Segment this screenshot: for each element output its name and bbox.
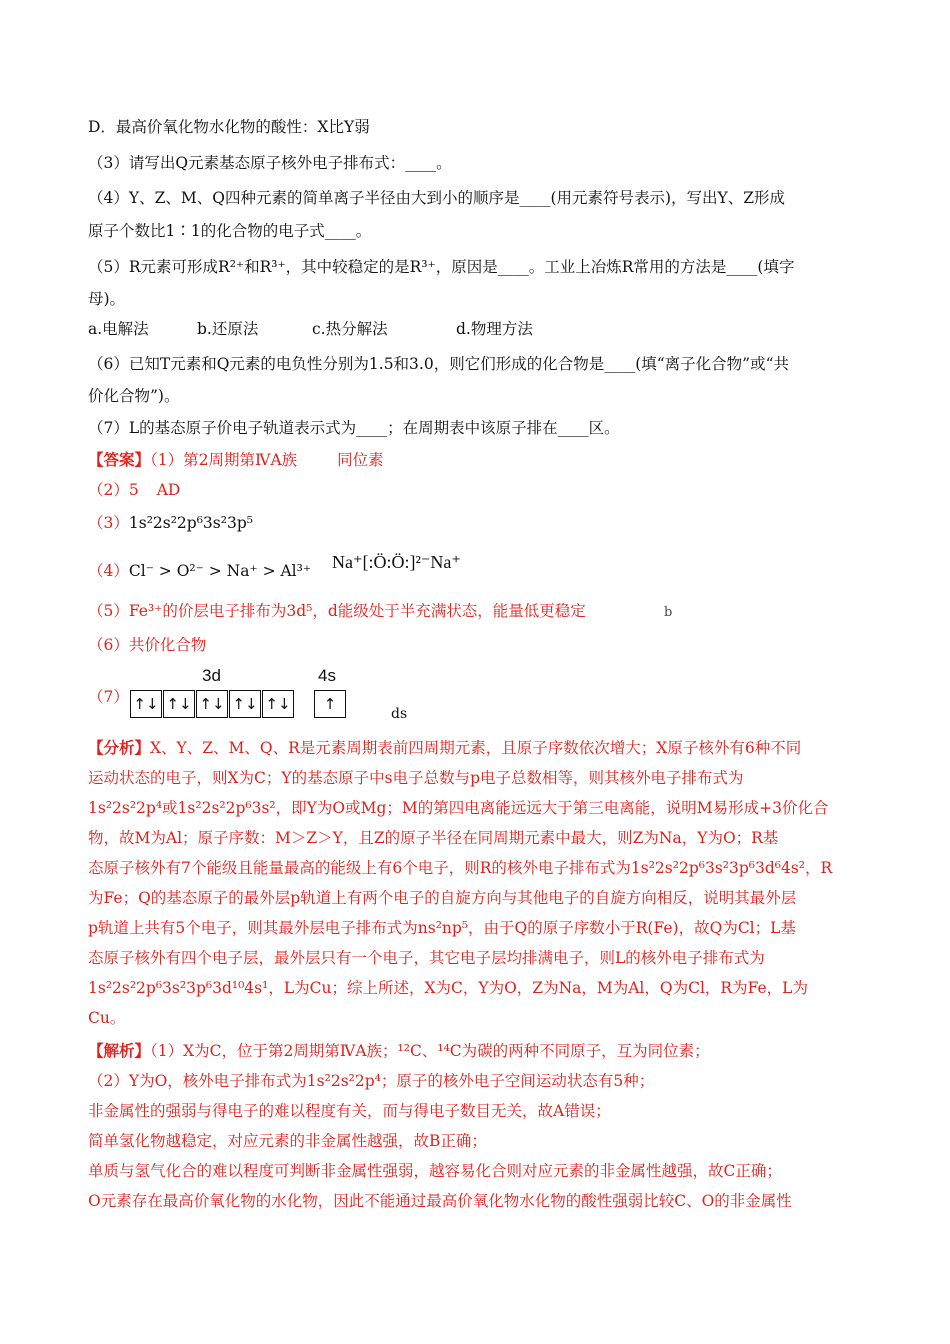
analysis-tag: 【分析】 bbox=[88, 738, 151, 757]
analysis-line-7: p轨道上共有5个电子，则其最外层电子排布式为ns²np⁵，由于Q的原子序数小于R(Fe)，故Q为Cl；L基 bbox=[88, 919, 796, 937]
solution-line-6: O元素存在最高价氧化物的水化物，因此不能通过最高价氧化物水化物的酸性强弱比较C、O的非金属性 bbox=[88, 1192, 792, 1210]
answer-1a: （1）第2周期第ⅣA族 bbox=[150, 451, 298, 469]
q5-option-c: c.热分解法 bbox=[312, 320, 388, 338]
solution-line-4: 简单氢化物越稳定，对应元素的非金属性越强，故B正确； bbox=[88, 1132, 487, 1150]
answer-5b: b bbox=[664, 605, 673, 620]
answer-2b: AD bbox=[156, 481, 181, 499]
question-4-line-1: （4）Y、Z、M、Q四种元素的简单离子半径由大到小的顺序是____(用元素符号表示)，写出Y、Z形成 bbox=[88, 189, 786, 207]
question-5-line-2: 母)。 bbox=[88, 290, 126, 308]
orbital-4s-label: 4s bbox=[318, 666, 336, 685]
orbital-3d-box-4: ↑↓ bbox=[229, 690, 261, 718]
answer-line-5 bbox=[88, 600, 586, 622]
analysis-line-9: 1s²2s²2p⁶3s²3p⁶3d¹⁰4s¹，L为Cu；综上所述，X为C，Y为O，Z为Na，M为Al，Q为Cl，R为Fe，L为 bbox=[88, 979, 808, 997]
orbital-3d-box-3: ↑↓ bbox=[196, 690, 228, 718]
solution-tag: 【解析】 bbox=[88, 1041, 151, 1060]
answer-3-config: 1s²2s²2p⁶3s²3p⁵ bbox=[128, 514, 253, 532]
answer-4-prefix: （4） bbox=[88, 562, 129, 580]
q5-option-a: a.电解法 bbox=[88, 320, 149, 338]
orbital-4s-box: ↑ bbox=[314, 690, 346, 718]
answer-7-prefix: （7） bbox=[88, 688, 129, 706]
option-d: D．最高价氧化物水化物的酸性：X比Y弱 bbox=[88, 118, 370, 136]
answer-3-prefix: （3） bbox=[88, 514, 129, 532]
orbital-3d-box-1: ↑↓ bbox=[130, 690, 162, 718]
analysis-line-5: 态原子核外有7个能级且能量最高的能级上有6个电子，则R的核外电子排布式为1s²2s²2p⁶3s²3p⁶3d⁶4s²，R bbox=[88, 859, 833, 877]
answer-5a: （5）Fe³⁺的价层电子排布为3d⁵，d能级处于半充满状态，能量低更稳定 bbox=[88, 602, 586, 620]
question-6-line-1: （6）已知T元素和Q元素的电负性分别为1.5和3.0，则它们形成的化合物是____(填“离子化合物”或“共 bbox=[88, 355, 790, 373]
solution-line-2: （2）Y为O，核外电子排布式为1s²2s²2p⁴；原子的核外电子空间运动状态有5种； bbox=[88, 1072, 655, 1090]
q5-option-b: b.还原法 bbox=[197, 320, 259, 338]
analysis-line-10: Cu。 bbox=[88, 1009, 126, 1027]
answer-tag: 【答案】 bbox=[88, 450, 151, 469]
question-5-line-1: （5）R元素可形成R²⁺和R³⁺，其中较稳定的是R³⁺，原因是____。工业上冶炼R常用的方法是____(填字 bbox=[88, 258, 795, 276]
question-7: （7）L的基态原子价电子轨道表示式为____；在周期表中该原子排在____区。 bbox=[88, 419, 620, 437]
answer-4-radius-order: Cl⁻ > O²⁻ > Na⁺ > Al³⁺ bbox=[128, 562, 312, 580]
question-3: （3）请写出Q元素基态原子核外电子排布式：____。 bbox=[88, 154, 452, 172]
analysis-line-3: 1s²2s²2p⁴或1s²2s²2p⁶3s²，即Y为O或Mg；M的第四电离能远远大于第三电离能，说明M易形成+3价化合 bbox=[88, 799, 829, 817]
answer-7-block: ds bbox=[391, 706, 408, 722]
solution-line-1: 【解析】（1）X为C，位于第2周期第ⅣA族；¹²C、¹⁴C为碳的两种不同原子，互为同位素； bbox=[88, 1041, 710, 1060]
orbital-3d-box-5: ↑↓ bbox=[262, 690, 294, 718]
orbital-3d-box-2: ↑↓ bbox=[163, 690, 195, 718]
question-6-line-2: 价化合物”)。 bbox=[88, 387, 180, 405]
answer-2a: （2）5 bbox=[88, 481, 139, 499]
na2o2-electron-formula: Na⁺[:Ö:Ö:]²⁻Na⁺ bbox=[332, 552, 461, 572]
answer-line-3 bbox=[88, 512, 253, 534]
answer-6: （6）共价化合物 bbox=[88, 636, 207, 654]
answer-line-1 bbox=[88, 449, 384, 471]
answer-line-4 bbox=[88, 560, 311, 582]
q5-option-d: d.物理方法 bbox=[456, 320, 533, 338]
analysis-line-2: 运动状态的电子，则X为C；Y的基态原子中s电子总数与p电子总数相等，则其核外电子排布式为 bbox=[88, 769, 744, 787]
answer-1b: 同位素 bbox=[337, 451, 384, 469]
analysis-line-4: 物，故M为Al；原子序数：M＞Z＞Y，且Z的原子半径在同周期元素中最大，则Z为Na，Y为O；R基 bbox=[88, 829, 779, 847]
analysis-line-8: 态原子核外有四个电子层，最外层只有一个电子，其它电子层均排满电子，则L的核外电子排布式为 bbox=[88, 949, 765, 967]
solution-line-5: 单质与氢气化合的难以程度可判断非金属性强弱，越容易化合则对应元素的非金属性越强，故C正确； bbox=[88, 1162, 782, 1180]
answer-line-2 bbox=[88, 479, 180, 501]
orbital-3d-label: 3d bbox=[202, 666, 221, 685]
question-4-line-2: 原子个数比1∶1的化合物的电子式____。 bbox=[88, 222, 372, 240]
solution-line-3: 非金属性的强弱与得电子的难以程度有关，而与得电子数目无关，故A错误； bbox=[88, 1102, 611, 1120]
analysis-line-6: 为Fe；Q的基态原子的最外层p轨道上有两个电子的自旋方向与其他电子的自旋方向相反，说明其最外层 bbox=[88, 889, 797, 907]
analysis-line-1: 【分析】X、Y、Z、M、Q、R是元素周期表前四周期元素，且原子序数依次增大；X原子核外有6种不同 bbox=[88, 738, 802, 757]
